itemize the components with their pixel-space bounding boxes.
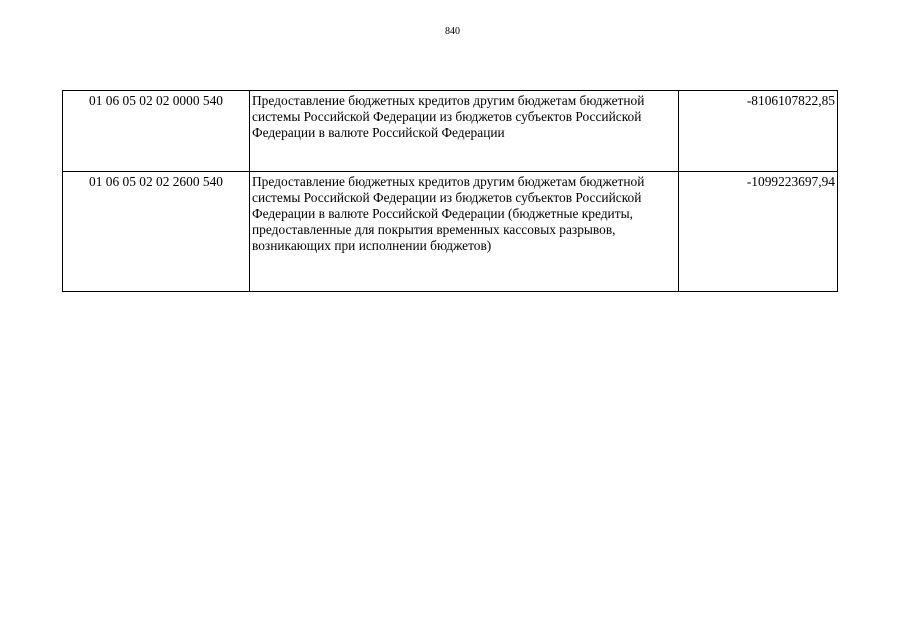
budget-code-cell: 01 06 05 02 02 2600 540 [63, 172, 250, 292]
amount-cell: -1099223697,94 [679, 172, 838, 292]
budget-classification-table [62, 90, 838, 292]
amount-cell: -8106107822,85 [679, 91, 838, 172]
budget-code-cell: 01 06 05 02 02 0000 540 [63, 91, 250, 172]
table-row [63, 91, 838, 172]
description-cell: Предоставление бюджетных кредитов другим бюджетам бюджетной системы Российской Федерации из бюджетов субъектов Российской Федерации в валюте Российской Федерации [250, 91, 679, 172]
table-row [63, 172, 838, 292]
page-number: 840 [445, 26, 460, 37]
description-cell: Предоставление бюджетных кредитов другим бюджетам бюджетной системы Российской Федерации из бюджетов субъектов Российской Федерации в валюте Российской Федерации (бюджетные кредиты, предоставленные для покрытия временных кассовых разрывов, возникающих при исполнении бюджетов) [250, 172, 679, 292]
